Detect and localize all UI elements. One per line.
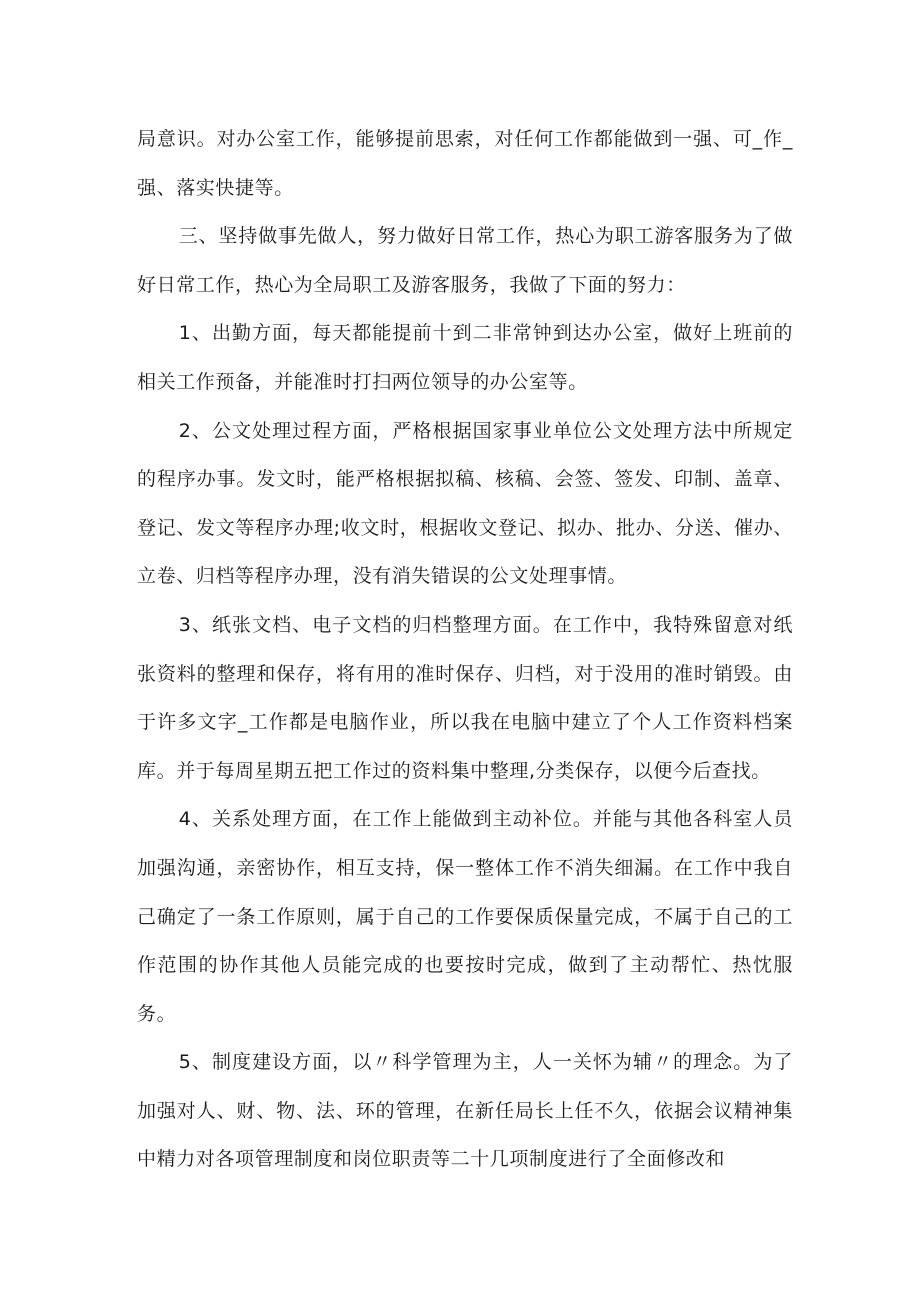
paragraph-5: 3、纸张文档、电子文档的归档整理方面。在工作中，我特殊留意对纸张资料的整理和保存，将有用的准时保存、归档，对于没用的准时销毁。由于许多文字_工作都是电脑作业，所以我在电脑中建立了个人工作资料档案库。并于每周星期五把工作过的资料集中整理,分类保存，以便今后查找。 <box>137 613 793 782</box>
paragraph-3: 1、出勤方面，每天都能提前十到二非常钟到达办公室，做好上班前的相关工作预备，并能准时打扫两位领导的办公室等。 <box>137 322 793 393</box>
paragraph-7: 5、制度建设方面，以〃科学管理为主，人一关怀为辅〃的理念。为了加强对人、财、物、法、环的管理，在新任局长上任不久，依据会议精神集中精力对各项管理制度和岗位职责等二十几项制度进行了全面修改和 <box>137 1051 793 1171</box>
paragraph-1: 局意识。对办公室工作，能够提前思索，对任何工作都能做到一强、可_作_强、落实快捷等。 <box>137 128 793 199</box>
paragraph-6: 4、关系处理方面，在工作上能做到主动补位。并能与其他各科室人员加强沟通，亲密协作，相互支持，保一整体工作不消失细漏。在工作中我自己确定了一条工作原则，属于自己的工作要保质保量完成，不属于自己的工作范围的协作其他人员能完成的也要按时完成，做到了主动帮忙、热忱服务。 <box>137 808 793 1025</box>
paragraph-2: 三、坚持做事先做人，努力做好日常工作，热心为职工游客服务为了做好日常工作，热心为全局职工及游客服务，我做了下面的努力： <box>137 225 793 296</box>
paragraph-4: 2、公文处理过程方面，严格根据国家事业单位公文处理方法中所规定的程序办事。发文时，能严格根据拟稿、核稿、会签、签发、印制、盖章、登记、发文等程序办理;收文时，根据收文登记、拟办、批办、分送、催办、立卷、归档等程序办理，没有消失错误的公文处理事情。 <box>137 419 793 588</box>
document-body <box>137 115 793 1184</box>
